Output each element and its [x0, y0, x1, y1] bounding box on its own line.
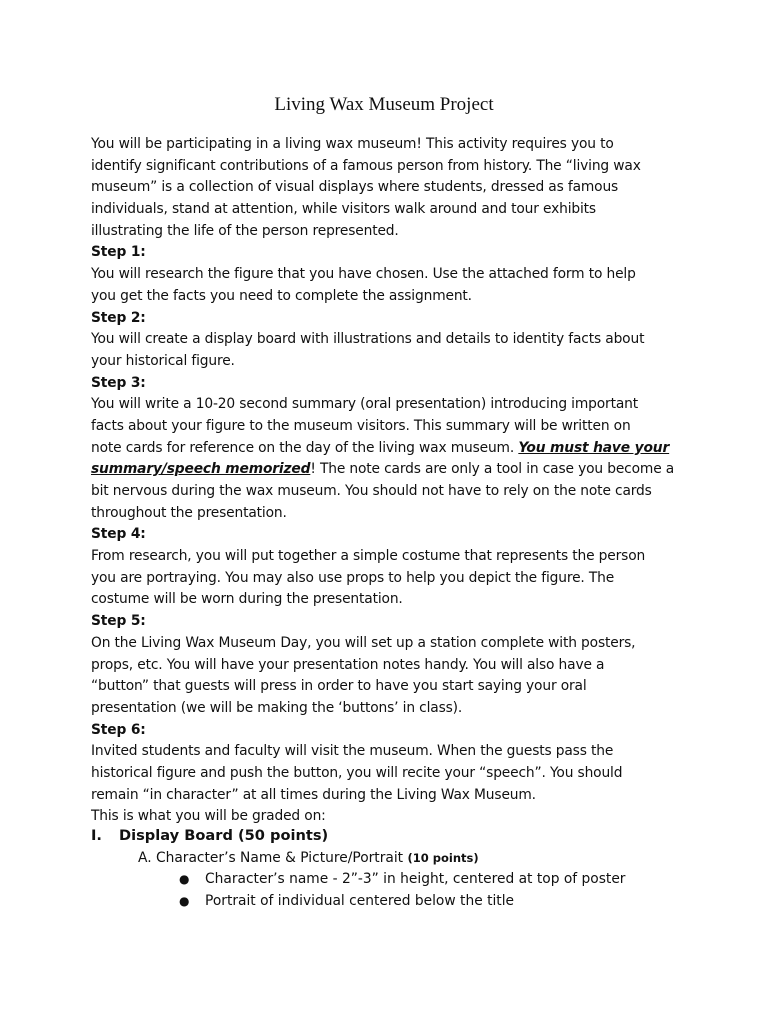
step-5-heading: Step 5: — [91, 613, 146, 630]
step-3-line: throughout the presentation. — [91, 504, 287, 521]
bullet-icon: ● — [179, 872, 190, 886]
step-4-line: costume will be worn during the presentation. — [91, 591, 403, 608]
step-3-line — [91, 438, 691, 460]
step-3-line: You will write a 10-20 second summary (oral presentation) introducing important — [91, 396, 638, 413]
subsection-points: (10 points) — [407, 851, 479, 865]
step-3-line: facts about your figure to the museum visitors. This summary will be written on — [91, 417, 631, 434]
step-3-line: bit nervous during the wax museum. You should not have to rely on the note cards — [91, 483, 652, 499]
step-2-heading: Step 2: — [91, 309, 146, 326]
step-6-line: remain “in character” at all times during the Living Wax Museum. — [91, 786, 536, 803]
step-1-line: you get the facts you need to complete the assignment. — [91, 287, 472, 304]
section-title: Display Board (50 points) — [119, 827, 329, 844]
bullet-icon: ● — [179, 893, 190, 908]
subsection-heading — [91, 847, 691, 869]
step-4-heading: Step 4: — [91, 526, 146, 543]
step-3-heading: Step 3: — [91, 374, 146, 391]
bullet-item — [91, 891, 691, 913]
step-6-line: historical figure and push the button, you will recite your “speech”. You should — [91, 764, 623, 781]
memorize-emphasis: summary/speech memorized — [91, 461, 311, 478]
intro-line: You will be participating in a living wax museum! This activity requires you to — [91, 136, 614, 152]
bullet-item — [91, 869, 691, 891]
step-1-heading: Step 1: — [91, 244, 146, 261]
intro-line: illustrating the life of the person represented. — [91, 222, 399, 239]
step-1-line: You will research the figure that you have chosen. Use the attached form to help — [91, 266, 636, 283]
document-title: Living Wax Museum Project — [274, 94, 494, 115]
step-5-line: props, etc. You will have your presentation notes handy. You will also have a — [91, 656, 605, 673]
intro-line: museum” is a collection of visual displays where students, dressed as famous — [91, 179, 619, 196]
step-6-line: Invited students and faculty will visit the museum. When the guests pass the — [91, 743, 614, 760]
bullet-text: Portrait of individual centered below the title — [205, 892, 515, 909]
section-number: I. — [91, 827, 102, 844]
step-3-line-text: ! The note cards are only a tool in case you become a — [310, 461, 675, 478]
bullet-text: Character’s name - 2”-3” in height, centered at top of poster — [205, 871, 626, 887]
step-3-line-text: note cards for reference on the day of the living wax museum. — [91, 439, 519, 456]
intro-line: identify significant contributions of a famous person from history. The “living wax — [91, 157, 641, 174]
step-5-line: presentation (we will be making the ‘buttons’ in class). — [91, 699, 463, 716]
step-4-line: From research, you will put together a simple costume that represents the person — [91, 548, 646, 565]
graded-on-line: This is what you will be graded on: — [91, 808, 326, 825]
step-6-heading: Step 6: — [91, 721, 146, 738]
step-5-line: On the Living Wax Museum Day, you will set up a station complete with posters, — [91, 634, 636, 651]
document-body — [91, 134, 691, 828]
grading-outline — [91, 825, 691, 912]
subsection-label: A. Character’s Name & Picture/Portrait — [138, 850, 408, 866]
step-3-line — [91, 459, 691, 481]
intro-line: individuals, stand at attention, while visitors walk around and tour exhibits — [91, 201, 596, 218]
memorize-emphasis: You must have your — [518, 439, 670, 456]
section-heading — [91, 825, 691, 847]
step-5-line: “button” that guests will press in order to have you start saying your oral — [91, 678, 587, 695]
step-4-line: you are portraying. You may also use props to help you depict the figure. The — [91, 569, 615, 586]
step-2-line: You will create a display board with illustrations and details to identity facts about — [91, 331, 645, 348]
step-2-line: your historical figure. — [91, 352, 235, 369]
